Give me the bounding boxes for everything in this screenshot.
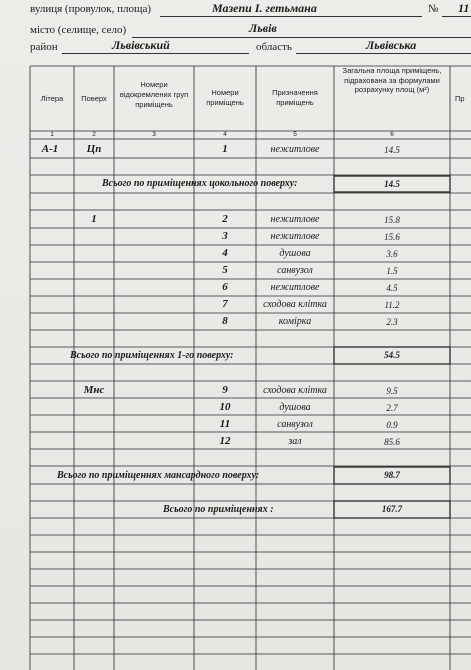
col-header-extra: Пр (455, 94, 465, 103)
cell-area: 14.5 (384, 145, 400, 155)
cell-purpose: комірка (278, 316, 312, 327)
region-value: Львівська (366, 38, 417, 52)
cell-area: 4.5 (386, 283, 398, 293)
district-label: район (30, 41, 58, 53)
cell-area: 15.6 (384, 232, 400, 242)
col-header-letter: Літера (40, 94, 64, 103)
cell-area: 3.6 (386, 249, 398, 259)
cell-room: 10 (219, 401, 231, 413)
cell-floor: Цп (86, 143, 102, 155)
number-label: № (428, 3, 439, 15)
col-header-floor: Поверх (81, 94, 107, 103)
total-basement-label: Всього по приміщеннях цокольного поверху: (102, 178, 298, 189)
cell-purpose: нежитлове (270, 231, 320, 242)
col-header-area: Загальна площа приміщень, підрахована за формулами розрахунку площ (м²) (342, 66, 442, 94)
cell-area: 11.2 (384, 300, 400, 310)
col-header-purpose: Призначення приміщень (272, 88, 318, 107)
cell-room: 3 (222, 230, 228, 242)
city-label: місто (селище, село) (30, 24, 127, 36)
col-number: 6 (390, 131, 394, 138)
cell-purpose: нежитлове (270, 214, 320, 225)
total-attic-value: 98.7 (384, 470, 400, 480)
cell-area: 15.8 (384, 215, 400, 225)
cell-room: 2 (222, 213, 228, 225)
district-value: Львівський (112, 38, 170, 52)
total-all-label: Всього по приміщеннях : (163, 504, 274, 515)
col-number: 1 (50, 131, 54, 138)
cell-floor: 1 (91, 213, 97, 225)
total-all-value: 167.7 (381, 504, 403, 514)
cell-purpose: душова (279, 248, 311, 259)
cell-purpose: душова (279, 402, 311, 413)
cell-area: 2.7 (386, 403, 398, 413)
cell-room: 12 (219, 435, 231, 447)
cell-area: 1.5 (386, 266, 398, 276)
col-header-rooms: Номери приміщень (206, 88, 244, 107)
cell-room: 5 (222, 264, 228, 276)
number-value: 11 (458, 1, 470, 15)
cell-area: 9.5 (386, 386, 398, 396)
cell-room: 7 (222, 298, 228, 310)
col-number: 4 (223, 131, 227, 138)
cell-area: 85.6 (384, 437, 400, 447)
cell-area: 2.3 (386, 317, 398, 327)
cell-room: 1 (222, 143, 228, 155)
col-number: 5 (293, 131, 297, 138)
cell-letter: А-1 (41, 143, 59, 155)
cell-room: 4 (222, 247, 228, 259)
total-attic-label: Всього по приміщеннях мансардного поверху: (57, 470, 260, 481)
col-number: 2 (92, 131, 96, 138)
cell-area: 0.9 (386, 420, 398, 430)
region-label: область (256, 41, 292, 53)
total-first-floor-value: 54.5 (384, 350, 400, 360)
cell-room: 9 (222, 384, 228, 396)
cell-room: 8 (222, 315, 228, 327)
col-number: 3 (152, 131, 156, 138)
cell-purpose: зал (288, 436, 302, 447)
cell-room: 6 (222, 281, 228, 293)
cell-floor: Мнс (83, 384, 105, 396)
col-header-groups: Номери відокремлених груп приміщень (119, 80, 189, 109)
cell-purpose: санвузол (277, 419, 313, 430)
cell-purpose: санвузол (277, 265, 313, 276)
cell-purpose: нежитлове (270, 144, 320, 155)
cell-purpose: нежитлове (270, 282, 320, 293)
cell-purpose: сходова клітка (263, 299, 327, 310)
total-first-floor-label: Всього по приміщеннях 1-го поверху: (70, 350, 234, 361)
total-basement-value: 14.5 (384, 179, 400, 189)
street-value: Мазепи І. гетьмана (212, 1, 317, 15)
cell-purpose: сходова клітка (263, 385, 327, 396)
street-label: вулиця (провулок, площа) (30, 3, 152, 15)
city-value: Львів (249, 21, 277, 35)
cell-room: 11 (219, 418, 231, 430)
